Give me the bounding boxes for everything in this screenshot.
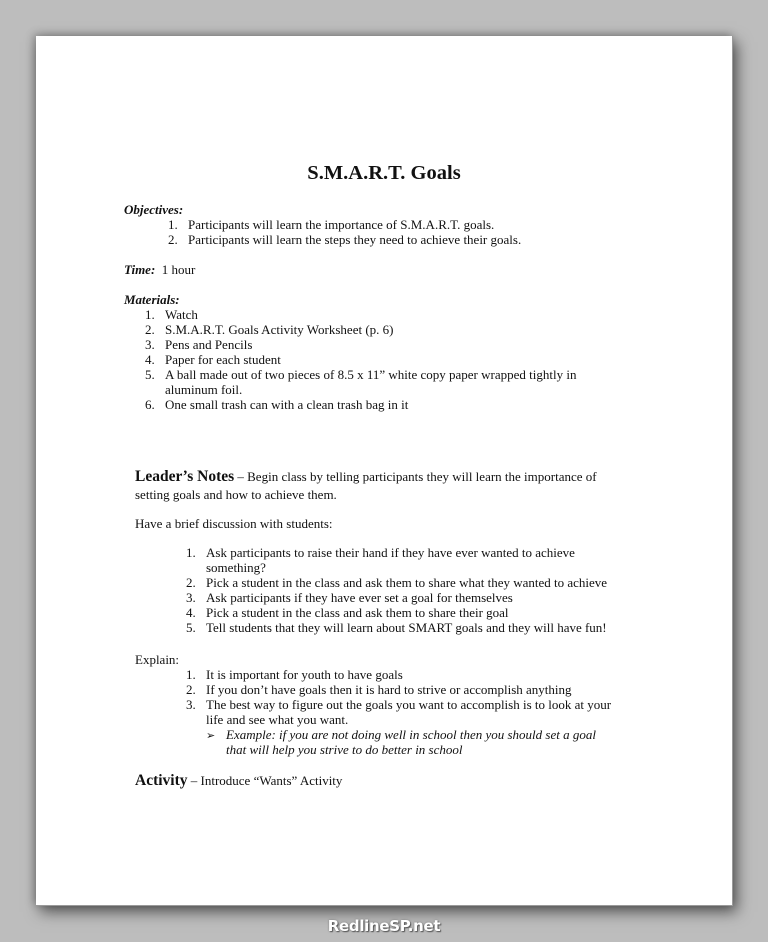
time-value: 1 hour (161, 262, 196, 277)
time-label: Time: (124, 262, 156, 277)
time-line (124, 262, 195, 277)
discussion-item: 1. Ask participants to raise their hand if they have ever wanted to achieve (186, 545, 575, 560)
material-item-continuation: aluminum foil. (165, 382, 243, 397)
leaders-notes-intro-line2: setting goals and how to achieve them. (135, 487, 337, 502)
discussion-item: 2. Pick a student in the class and ask them to share what they wanted to achieve (186, 575, 608, 590)
objective-item: 1. Participants will learn the importance of S.M.A.R.T. goals. (168, 217, 495, 232)
leaders-notes-intro: Leader’s Notes – Begin class by telling participants they will learn the importance of (135, 468, 597, 485)
material-item: 5. A ball made out of two pieces of 8.5 x 11” white copy paper wrapped tightly in (145, 367, 577, 382)
material-item: 1. Watch (145, 307, 198, 322)
explain-item: 2. If you don’t have goals then it is hard to strive or accomplish anything (186, 682, 572, 697)
explain-item: 1. It is important for youth to have goals (186, 667, 403, 682)
discussion-item: 4. Pick a student in the class and ask them to share their goal (186, 605, 509, 620)
explain-item-continuation: life and see what you want. (206, 712, 349, 727)
explain-label: Explain: (135, 652, 180, 667)
activity-heading: Activity (135, 772, 188, 789)
document-title: S.M.A.R.T. Goals (307, 162, 461, 184)
example-line2: that will help you strive to do better in school (226, 742, 463, 757)
material-item: 3. Pens and Pencils (145, 337, 253, 352)
example-line: ➢ Example: if you are not doing well in school then you should set a goal (206, 727, 596, 742)
explain-item: 3. The best way to figure out the goals you want to accomplish is to look at your (186, 697, 612, 712)
discussion-label: Have a brief discussion with students: (135, 516, 333, 531)
materials-label: Materials: (124, 292, 180, 307)
objectives-label: Objectives: (124, 202, 184, 217)
document-page (36, 36, 733, 906)
discussion-item-continuation: something? (206, 560, 266, 575)
discussion-item: 3. Ask participants if they have ever set a goal for themselves (186, 590, 513, 605)
discussion-item: 5. Tell students that they will learn about SMART goals and they will have fun! (186, 620, 607, 635)
activity-line: Activity – Introduce “Wants” Activity (135, 772, 343, 789)
objective-item: 2. Participants will learn the steps they need to achieve their goals. (168, 232, 522, 247)
leaders-notes-heading: Leader’s Notes (135, 468, 235, 485)
watermark: RedlineSP.net (327, 917, 441, 935)
material-item: 6. One small trash can with a clean trash bag in it (145, 397, 409, 412)
arrow-bullet-icon: ➢ (206, 730, 216, 742)
material-item: 2. S.M.A.R.T. Goals Activity Worksheet (p. 6) (145, 322, 394, 337)
material-item: 4. Paper for each student (145, 352, 281, 367)
